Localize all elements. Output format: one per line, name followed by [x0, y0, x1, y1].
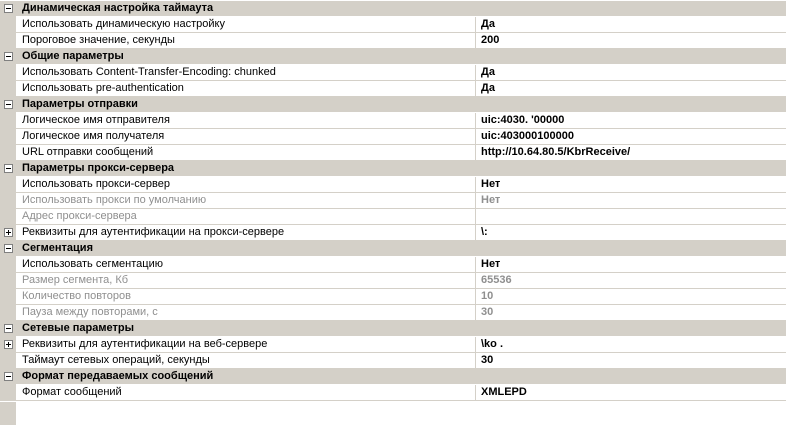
property-row[interactable] — [0, 145, 786, 161]
property-value[interactable]: http://10.64.80.5/KbrReceive/ — [481, 146, 631, 158]
property-name: URL отправки сообщений — [22, 146, 154, 158]
property-value-cell[interactable] — [476, 353, 786, 369]
property-row[interactable] — [0, 289, 786, 305]
collapse-toggle-icon[interactable] — [4, 52, 13, 61]
row-gutter — [0, 225, 16, 241]
property-name: Пороговое значение, секунды — [22, 34, 175, 46]
row-gutter — [0, 145, 16, 161]
category-title: Формат передаваемых сообщений — [22, 370, 214, 382]
row-gutter — [0, 321, 16, 337]
property-value-cell[interactable] — [476, 337, 786, 353]
row-gutter — [0, 369, 16, 385]
grid-gutter — [0, 402, 16, 425]
collapse-toggle-icon[interactable] — [4, 324, 13, 333]
category-row[interactable] — [0, 369, 786, 385]
property-value-cell[interactable] — [476, 225, 786, 241]
property-value[interactable]: Да — [481, 66, 495, 78]
property-name: Использовать pre-authentication — [22, 82, 184, 94]
row-gutter — [0, 161, 16, 177]
property-value: 30 — [481, 306, 494, 318]
property-value[interactable]: uic:403000100000 — [481, 130, 574, 142]
property-row[interactable] — [0, 193, 786, 209]
property-name: Использовать динамическую настройку — [22, 18, 225, 30]
property-row[interactable] — [0, 65, 786, 81]
property-row[interactable] — [0, 225, 786, 241]
property-value-cell[interactable] — [476, 81, 786, 97]
property-name: Реквизиты для аутентификации на прокси-сервере — [22, 226, 285, 238]
row-gutter — [0, 49, 16, 65]
collapse-toggle-icon[interactable] — [4, 164, 13, 173]
property-value-cell — [476, 289, 786, 305]
property-value-cell — [476, 209, 786, 225]
property-name: Реквизиты для аутентификации на веб-сервере — [22, 338, 268, 350]
property-value[interactable]: Да — [481, 82, 495, 94]
property-name: Использовать прокси по умолчанию — [22, 194, 207, 206]
property-row[interactable] — [0, 81, 786, 97]
category-title: Сетевые параметры — [22, 322, 134, 334]
category-row[interactable] — [0, 161, 786, 177]
category-title: Сегментация — [22, 242, 93, 254]
expand-toggle-icon[interactable] — [4, 228, 13, 237]
property-value-cell — [476, 273, 786, 289]
expand-toggle-icon[interactable] — [4, 340, 13, 349]
property-row[interactable] — [0, 33, 786, 49]
property-value[interactable]: 30 — [481, 354, 494, 366]
property-value[interactable]: Нет — [481, 258, 501, 270]
row-gutter — [0, 273, 16, 289]
property-name: Пауза между повторами, с — [22, 306, 158, 318]
property-row[interactable] — [0, 273, 786, 289]
collapse-toggle-icon[interactable] — [4, 100, 13, 109]
category-row[interactable] — [0, 97, 786, 113]
property-value-cell[interactable] — [476, 257, 786, 273]
property-value-cell — [476, 305, 786, 321]
category-row[interactable] — [0, 241, 786, 257]
row-gutter — [0, 33, 16, 49]
property-value-cell[interactable] — [476, 17, 786, 33]
grid-empty-area — [0, 402, 786, 425]
property-name: Таймаут сетевых операций, секунды — [22, 354, 210, 366]
row-gutter — [0, 289, 16, 305]
row-gutter — [0, 177, 16, 193]
property-row[interactable] — [0, 17, 786, 33]
row-gutter — [0, 193, 16, 209]
row-gutter — [0, 65, 16, 81]
property-name: Использовать прокси-сервер — [22, 178, 170, 190]
property-row[interactable] — [0, 353, 786, 369]
property-name: Размер сегмента, Кб — [22, 274, 129, 286]
property-name: Формат сообщений — [22, 386, 122, 398]
property-grid — [0, 1, 786, 401]
property-row[interactable] — [0, 257, 786, 273]
row-gutter — [0, 1, 16, 17]
row-gutter — [0, 241, 16, 257]
row-gutter — [0, 337, 16, 353]
property-value[interactable]: \: — [481, 226, 488, 238]
row-gutter — [0, 81, 16, 97]
collapse-toggle-icon[interactable] — [4, 244, 13, 253]
category-title: Динамическая настройка таймаута — [22, 2, 214, 14]
row-gutter — [0, 257, 16, 273]
property-value[interactable]: XMLEPD — [481, 386, 527, 398]
collapse-toggle-icon[interactable] — [4, 4, 13, 13]
row-gutter — [0, 385, 16, 401]
property-row[interactable] — [0, 337, 786, 353]
property-value: 65536 — [481, 274, 512, 286]
property-value[interactable]: 200 — [481, 34, 500, 46]
category-title: Параметры прокси-сервера — [22, 162, 175, 174]
property-name: Использовать Content-Transfer-Encoding: chunked — [22, 66, 276, 78]
property-row[interactable] — [0, 129, 786, 145]
property-value: 10 — [481, 290, 494, 302]
property-value-cell[interactable] — [476, 65, 786, 81]
property-value-cell[interactable] — [476, 33, 786, 49]
property-name: Логическое имя получателя — [22, 130, 165, 142]
category-row[interactable] — [0, 321, 786, 337]
row-gutter — [0, 305, 16, 321]
category-title: Параметры отправки — [22, 98, 138, 110]
row-gutter — [0, 209, 16, 225]
row-gutter — [0, 129, 16, 145]
property-value[interactable]: \ko . — [481, 338, 504, 350]
row-gutter — [0, 97, 16, 113]
property-row[interactable] — [0, 305, 786, 321]
row-gutter — [0, 17, 16, 33]
category-title: Общие параметры — [22, 50, 124, 62]
property-row[interactable] — [0, 209, 786, 225]
row-gutter — [0, 113, 16, 129]
row-gutter — [0, 353, 16, 369]
property-row[interactable] — [0, 113, 786, 129]
property-value-cell[interactable] — [476, 177, 786, 193]
property-name: Логическое имя отправителя — [22, 114, 170, 126]
property-value[interactable]: Да — [481, 18, 495, 30]
category-row[interactable] — [0, 1, 786, 17]
property-name: Адрес прокси-сервера — [22, 210, 137, 222]
property-row[interactable] — [0, 385, 786, 401]
property-name: Использовать сегментацию — [22, 258, 163, 270]
collapse-toggle-icon[interactable] — [4, 372, 13, 381]
category-row[interactable] — [0, 49, 786, 65]
property-value-cell — [476, 193, 786, 209]
property-name: Количество повторов — [22, 290, 131, 302]
property-value[interactable]: uic:4030. '00000 — [481, 114, 565, 126]
property-value: Нет — [481, 194, 501, 206]
property-row[interactable] — [0, 177, 786, 193]
property-value[interactable]: Нет — [481, 178, 501, 190]
